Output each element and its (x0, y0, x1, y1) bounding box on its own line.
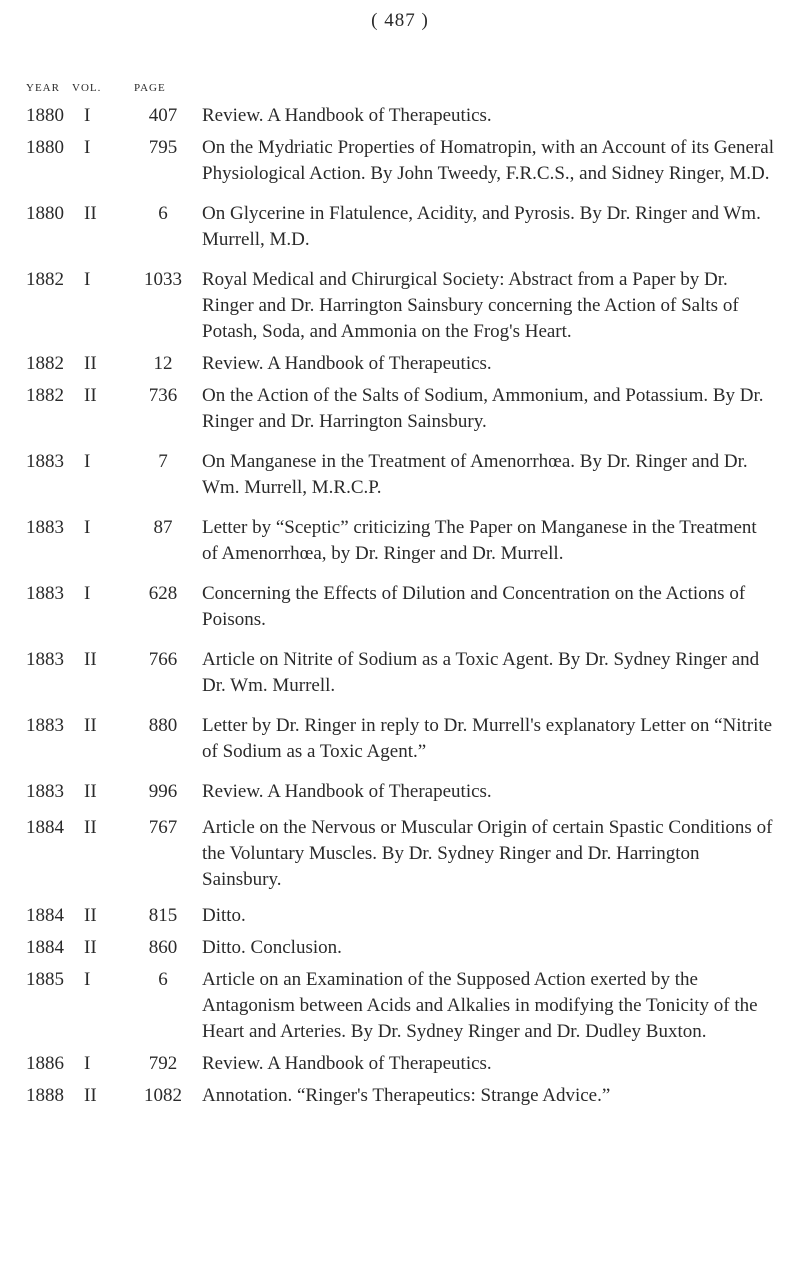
entry-text: On the Action of the Salts of Sodium, Ammonium, and Potassium. By Dr. Ringer and Dr. Harrington Sainsbury. (202, 385, 764, 432)
entry (26, 581, 786, 633)
entry-volume: II (84, 385, 97, 406)
entry-text: Review. A Handbook of Therapeutics. (202, 1053, 492, 1074)
entry-volume: II (84, 353, 97, 374)
entry-volume: II (84, 649, 97, 670)
entry-year: 1883 (26, 781, 64, 802)
entry-page: 766 (148, 649, 178, 670)
entry-volume: II (84, 781, 97, 802)
entry-page: 6 (158, 203, 168, 224)
entry-volume: II (84, 905, 97, 926)
entry-page: 407 (148, 105, 178, 126)
entry-text: Review. A Handbook of Therapeutics. (202, 781, 492, 802)
entry (26, 779, 786, 805)
entry-volume: I (84, 583, 91, 604)
page-number: ( 487 ) (371, 10, 429, 31)
entry (26, 1083, 786, 1109)
entry (26, 935, 786, 961)
entry-year: 1880 (26, 203, 64, 224)
entry (26, 103, 786, 129)
entry-text: Ditto. (202, 905, 246, 926)
entry-text: Concerning the Effects of Dilution and Concentration on the Actions of Poisons. (202, 583, 746, 630)
entry-page: 795 (148, 137, 178, 158)
entry-text: On the Mydriatic Properties of Homatropin, with an Account of its General Physiological Action. By John Tweedy, F.R.C.S., and Sidney Ringer, M.D. (202, 137, 774, 184)
entry-volume: I (84, 451, 91, 472)
entry-year: 1884 (26, 937, 64, 958)
entry-year: 1882 (26, 353, 64, 374)
entry (26, 383, 786, 435)
entry (26, 267, 786, 345)
entry-volume: II (84, 817, 97, 838)
entry-text: Article on the Nervous or Muscular Origin of certain Spastic Conditions of the Voluntary Muscles. By Dr. Sydney Ringer and Dr. Harrington Sainsbury. (202, 817, 773, 890)
entry-volume: I (84, 137, 91, 158)
entry-page: 736 (148, 385, 178, 406)
entry-year: 1883 (26, 517, 64, 538)
entry (26, 449, 786, 501)
entry-page: 12 (153, 353, 173, 374)
entry (26, 903, 786, 929)
entry-volume: II (84, 1085, 97, 1106)
entry-text: Article on Nitrite of Sodium as a Toxic Agent. By Dr. Sydney Ringer and Dr. Wm. Murrell. (202, 649, 760, 696)
entry-volume: II (84, 715, 97, 736)
entry (26, 135, 786, 187)
entry (26, 515, 786, 567)
entry-year: 1882 (26, 269, 64, 290)
entry-volume: I (84, 517, 91, 538)
entry-page: 628 (148, 583, 178, 604)
entry-page: 792 (148, 1053, 178, 1074)
entry-year: 1883 (26, 715, 64, 736)
entry (26, 815, 786, 893)
entry-page: 6 (158, 969, 168, 990)
entry-text: Annotation. “Ringer's Therapeutics: Strange Advice.” (202, 1085, 611, 1106)
entry-page: 1033 (144, 269, 182, 290)
entry-text: Article on an Examination of the Supposed Action exerted by the Antagonism between Acids and Alkalies in modifying the Tonicity of the Heart and Arteries. By Dr. Sydney Ringer and Dr. Dudley Buxton. (202, 969, 758, 1042)
entry-page: 815 (148, 905, 178, 926)
entry-text: Review. A Handbook of Therapeutics. (202, 353, 492, 374)
entry-page: 767 (148, 817, 178, 838)
entry-volume: I (84, 105, 91, 126)
entry-page: 996 (148, 781, 178, 802)
entry-volume: II (84, 937, 97, 958)
entry-page: 87 (153, 517, 173, 538)
entry-year: 1888 (26, 1085, 64, 1106)
entry-year: 1880 (26, 137, 64, 158)
entry (26, 967, 786, 1045)
entry (26, 713, 786, 765)
entry-page: 7 (158, 451, 168, 472)
entry-page: 880 (148, 715, 178, 736)
entry-year: 1886 (26, 1053, 64, 1074)
year-header: YEAR (26, 82, 60, 94)
entry (26, 647, 786, 699)
volume-header: VOL. (72, 82, 102, 94)
entry (26, 351, 786, 377)
entry-year: 1885 (26, 969, 64, 990)
entry-text: On Manganese in the Treatment of Amenorrhœa. By Dr. Ringer and Dr. Wm. Murrell, M.R.C.P. (202, 451, 748, 498)
entry-text: Letter by “Sceptic” criticizing The Paper on Manganese in the Treatment of Amenorrhœa, by Dr. Ringer and Dr. Murrell. (202, 517, 757, 564)
entry-year: 1883 (26, 451, 64, 472)
entry-volume: I (84, 269, 91, 290)
entry-text: Ditto. Conclusion. (202, 937, 342, 958)
entry-year: 1884 (26, 817, 64, 838)
entry-page: 1082 (144, 1085, 182, 1106)
entry-volume: I (84, 969, 91, 990)
entry-volume: I (84, 1053, 91, 1074)
entry-year: 1882 (26, 385, 64, 406)
entry (26, 1051, 786, 1077)
entry-page: 860 (148, 937, 178, 958)
entry-year: 1883 (26, 649, 64, 670)
entry-year: 1880 (26, 105, 64, 126)
entry-text: Royal Medical and Chirurgical Society: Abstract from a Paper by Dr. Ringer and Dr. Harrington Sainsbury concerning the Action of Salts of Potash, Soda, and Ammonia on the Frog's Heart. (202, 269, 739, 342)
entry-year: 1884 (26, 905, 64, 926)
entry-text: Letter by Dr. Ringer in reply to Dr. Murrell's explanatory Letter on “Nitrite of Sodium as a Toxic Agent.” (202, 715, 773, 762)
entry-volume: II (84, 203, 97, 224)
page-header: PAGE (134, 82, 166, 94)
entry-year: 1883 (26, 583, 64, 604)
entry-text: Review. A Handbook of Therapeutics. (202, 105, 492, 126)
bibliography-list (26, 103, 786, 1109)
entry-text: On Glycerine in Flatulence, Acidity, and Pyrosis. By Dr. Ringer and Wm. Murrell, M.D. (202, 203, 761, 250)
entry (26, 201, 786, 253)
